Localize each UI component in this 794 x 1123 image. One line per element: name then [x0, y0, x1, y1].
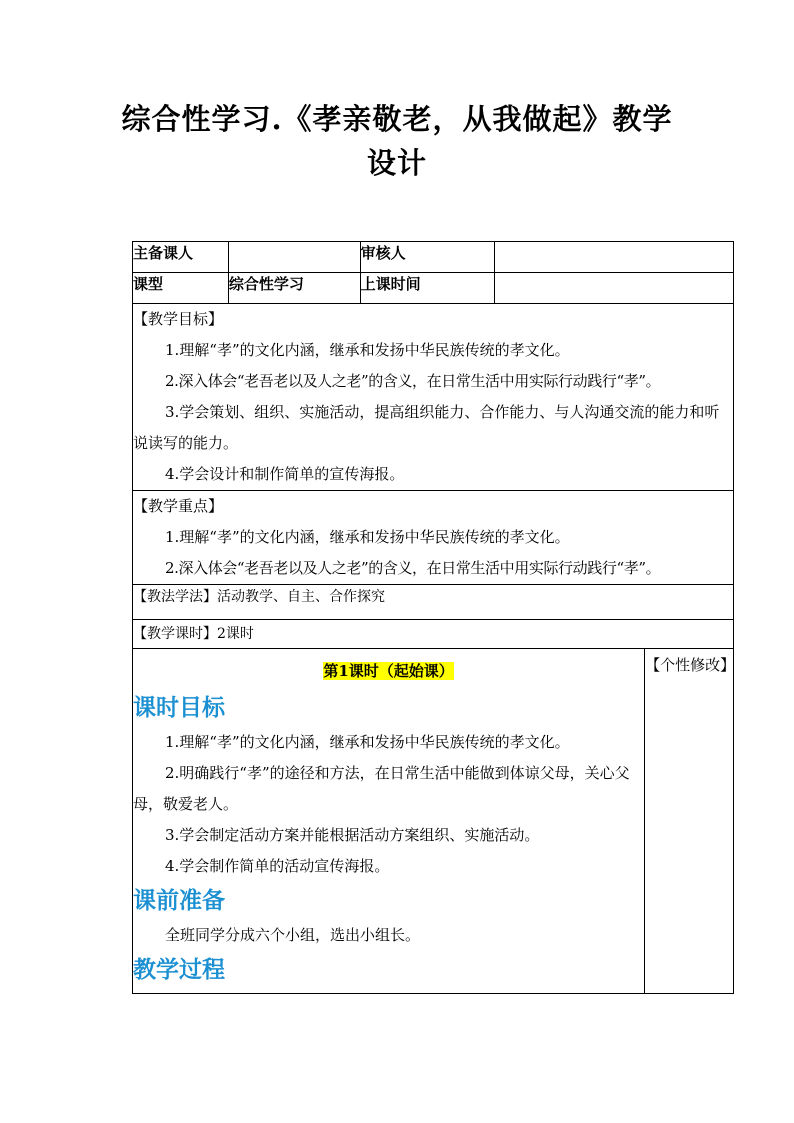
lesson-goal-item: 2.明确践行“孝”的途径和方法，在日常生活中能做到体谅父母，关心父母，敬爱老人。 — [133, 764, 630, 813]
goals-label: 【教学目标】 — [133, 310, 224, 328]
prep-text: 全班同学分成六个小组，选出小组长。 — [165, 926, 421, 944]
time-value — [495, 273, 734, 304]
goal-item: 4.学会设计和制作简单的宣传海报。 — [165, 465, 405, 483]
reviewer-value — [495, 242, 734, 273]
lesson-goals-title: 课时目标 — [133, 695, 225, 721]
prep-title: 课前准备 — [133, 888, 225, 914]
key-points-label: 【教学重点】 — [133, 497, 224, 515]
personal-revision-note: 【个性修改】 — [645, 649, 734, 994]
time-label: 上课时间 — [360, 273, 495, 304]
goal-item: 3.学会策划、组织、实施活动，提高组织能力、合作能力、与人沟通交流的能力和听说读写的能力。 — [133, 403, 720, 452]
goal-item: 2.深入体会“老吾老以及人之老”的含义，在日常生活中用实际行动践行“孝”。 — [165, 372, 661, 390]
key-point-item: 1.理解“孝”的文化内涵，继承和发扬中华民族传统的孝文化。 — [165, 528, 570, 546]
document-title-line1: 综合性学习.《孝亲敬老，从我做起》教学 — [121, 102, 673, 136]
document-title-line2: 设计 — [366, 146, 427, 180]
goals-row — [133, 304, 734, 491]
hours-row — [133, 620, 734, 649]
methods-row — [133, 585, 734, 620]
reviewer-label: 审核人 — [360, 242, 495, 273]
header-row-1 — [133, 242, 734, 273]
key-point-item: 2.深入体会“老吾老以及人之老”的含义，在日常生活中用实际行动践行“孝”。 — [165, 559, 661, 577]
lesson1-content — [133, 649, 645, 994]
process-title: 教学过程 — [133, 957, 225, 983]
teaching-key-points — [133, 491, 734, 585]
teaching-hours: 【教学课时】2课时 — [133, 620, 734, 649]
teaching-methods: 【教法学法】活动教学、自主、合作探究 — [133, 585, 734, 620]
lesson-goal-item: 3.学会制定活动方案并能根据活动方案组织、实施活动。 — [165, 826, 540, 844]
lesson1-heading: 第1课时（起始课） — [323, 662, 454, 680]
goal-item: 1.理解“孝”的文化内涵，继承和发扬中华民族传统的孝文化。 — [165, 341, 570, 359]
lesson-plan-table — [132, 241, 734, 994]
lesson1-row — [133, 649, 734, 994]
lesson-goal-item: 4.学会制作简单的活动宣传海报。 — [165, 857, 390, 875]
type-label: 课型 — [133, 273, 229, 304]
header-row-2 — [133, 273, 734, 304]
key-points-row — [133, 491, 734, 585]
lesson-goal-item: 1.理解“孝”的文化内涵，继承和发扬中华民族传统的孝文化。 — [165, 733, 570, 751]
type-value: 综合性学习 — [228, 273, 360, 304]
preparer-label: 主备课人 — [133, 242, 229, 273]
teaching-goals — [133, 304, 734, 491]
preparer-value — [228, 242, 360, 273]
